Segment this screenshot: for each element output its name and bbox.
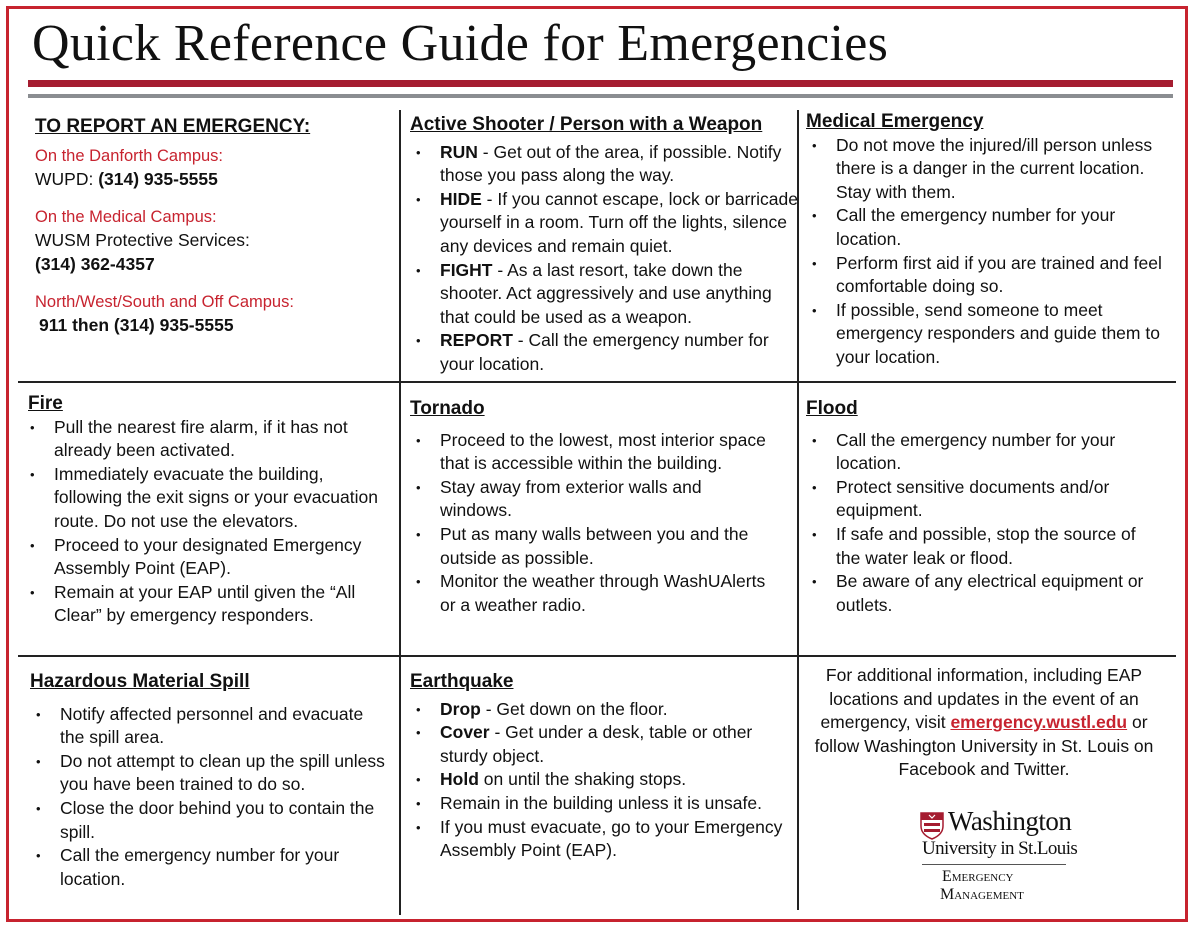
list-item: • RUN - Get out of the area, if possible. Notify those you pass along the way. xyxy=(410,141,798,188)
list-item: • Remain at your EAP until given the “All Clear” by emergency responders. xyxy=(24,581,390,628)
logo-emergency: Emergency xyxy=(942,868,1014,885)
tornado-list xyxy=(410,429,770,618)
earthquake-section xyxy=(410,670,790,863)
grid-divider xyxy=(18,655,1176,657)
list-item: • Remain in the building unless it is unsafe. xyxy=(410,792,790,816)
list-item: • REPORT - Call the emergency number for your location. xyxy=(410,329,798,376)
title-rule-red xyxy=(28,80,1173,87)
list-item: • HIDE - If you cannot escape, lock or barricade yourself in a room. Turn off the lights, silence any devices and remain quiet. xyxy=(410,188,798,259)
danforth-label: On the Danforth Campus: xyxy=(35,146,224,165)
info-text-before: For additional information, including EAP locations and updates in the event of an emergency, visit xyxy=(820,665,1143,733)
tornado-heading: Tornado xyxy=(410,398,485,419)
medical-emergency-list xyxy=(806,134,1162,370)
info-text-after: or follow Washington University in St. Louis on Facebook and Twitter. xyxy=(814,712,1154,780)
shield-icon xyxy=(920,812,944,840)
tornado-section xyxy=(410,397,770,617)
list-item: • Proceed to your designated Emergency Assembly Point (EAP). xyxy=(24,534,390,581)
medical-name: WUSM Protective Services: xyxy=(35,230,250,251)
medical-emergency-heading: Medical Emergency xyxy=(806,111,984,132)
grid-divider xyxy=(399,110,401,915)
list-item: • Be aware of any electrical equipment or outlets. xyxy=(806,570,1162,617)
medical-phone: (314) 362-4357 xyxy=(35,253,155,274)
danforth-name: WUPD: xyxy=(35,169,99,190)
wustl-emergency-management-logo xyxy=(920,806,1078,908)
list-item: • Put as many walls between you and the outside as possible. xyxy=(410,523,770,570)
logo-management: Management xyxy=(940,886,1024,903)
list-item: • Call the emergency number for your location. xyxy=(806,204,1162,251)
flood-section xyxy=(806,397,1162,617)
fire-section xyxy=(24,392,390,628)
fire-heading: Fire xyxy=(28,393,63,414)
hazmat-list xyxy=(30,703,392,892)
flood-list xyxy=(806,429,1162,618)
list-item: • If possible, send someone to meet emergency responders and guide them to your location. xyxy=(806,299,1162,370)
logo-washington: Washington xyxy=(948,806,1072,836)
title-rule-gray xyxy=(28,94,1173,98)
list-item: • Call the emergency number for your location. xyxy=(30,844,392,891)
list-item: • Hold on until the shaking stops. xyxy=(410,768,790,792)
list-item: • Close the door behind you to contain the spill. xyxy=(30,797,392,844)
flood-heading: Flood xyxy=(806,398,858,419)
list-item: • Pull the nearest fire alarm, if it has not already been activated. xyxy=(24,416,390,463)
list-item: • If you must evacuate, go to your Emergency Assembly Point (EAP). xyxy=(410,816,790,863)
hazmat-section xyxy=(30,670,392,891)
logo-divider xyxy=(922,864,1066,865)
list-item: • Do not move the injured/ill person unless there is a danger in the current location. Stay with them. xyxy=(806,134,1162,205)
list-item: • Perform first aid if you are trained and feel comfortable doing so. xyxy=(806,252,1162,299)
additional-info xyxy=(808,664,1160,782)
list-item: • Drop - Get down on the floor. xyxy=(410,698,790,722)
list-item: • Stay away from exterior walls and windows. xyxy=(410,476,770,523)
list-item: • Proceed to the lowest, most interior space that is accessible within the building. xyxy=(410,429,770,476)
active-shooter-list xyxy=(410,141,798,377)
list-item: • Immediately evacuate the building, following the exit signs or your evacuation route. Do not use the elevators. xyxy=(24,463,390,534)
earthquake-list xyxy=(410,698,790,863)
list-item: • Protect sensitive documents and/or equipment. xyxy=(806,476,1162,523)
other-campus-phone: 911 then (314) 935-5555 xyxy=(39,315,234,336)
medical-label: On the Medical Campus: xyxy=(35,207,217,226)
emergency-website-link[interactable]: emergency.wustl.edu xyxy=(950,712,1128,733)
list-item: • Call the emergency number for your location. xyxy=(806,429,1162,476)
active-shooter-section xyxy=(410,113,798,377)
logo-university: University in St.Louis xyxy=(922,838,1078,859)
report-section xyxy=(35,115,390,338)
danforth-contact xyxy=(35,168,390,192)
grid-divider xyxy=(18,381,1176,383)
report-heading: TO REPORT AN EMERGENCY: xyxy=(35,116,311,137)
earthquake-heading: Earthquake xyxy=(410,671,514,692)
danforth-phone: (314) 935-5555 xyxy=(98,169,218,190)
hazmat-heading: Hazardous Material Spill xyxy=(30,671,250,692)
list-item: • Notify affected personnel and evacuate the spill area. xyxy=(30,703,392,750)
list-item: • Monitor the weather through WashUAlerts or a weather radio. xyxy=(410,570,770,617)
list-item: • Cover - Get under a desk, table or other sturdy object. xyxy=(410,721,790,768)
active-shooter-heading: Active Shooter / Person with a Weapon xyxy=(410,114,763,135)
other-campus-label: North/West/South and Off Campus: xyxy=(35,292,294,311)
list-item: • Do not attempt to clean up the spill unless you have been trained to do so. xyxy=(30,750,392,797)
page-title: Quick Reference Guide for Emergencies xyxy=(32,15,889,72)
medical-emergency-section xyxy=(806,110,1162,370)
list-item: • FIGHT - As a last resort, take down the shooter. Act aggressively and use anything that could be used as a weapon. xyxy=(410,259,798,330)
list-item: • If safe and possible, stop the source of the water leak or flood. xyxy=(806,523,1162,570)
fire-list xyxy=(24,416,390,628)
